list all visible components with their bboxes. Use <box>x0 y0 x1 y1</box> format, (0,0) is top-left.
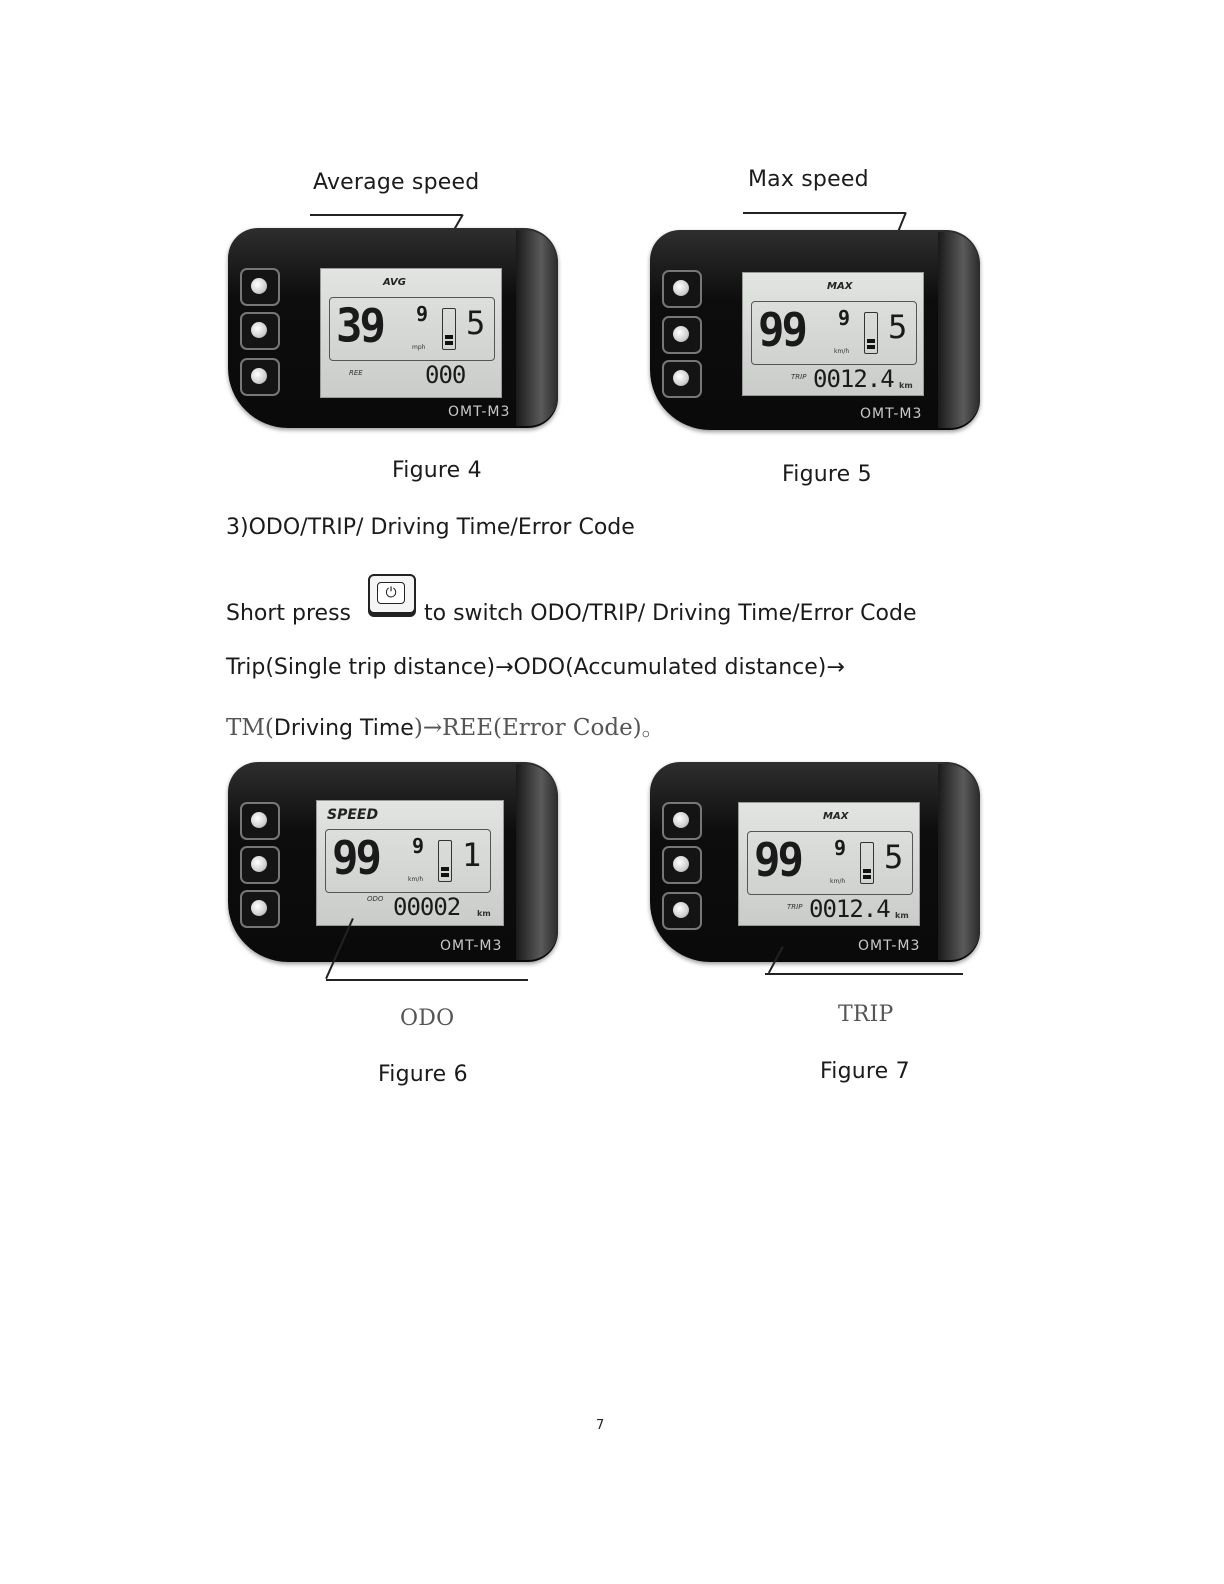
switch-instruction-text: to switch ODO/TRIP/ Driving Time/Error Code <box>424 601 917 626</box>
display-device-figure-5 <box>650 230 980 440</box>
odo-label: ODO <box>400 1006 455 1031</box>
max-speed-label: Max speed <box>748 167 869 192</box>
sequence-tm: TM( <box>226 715 274 741</box>
lcd-sub-label: TRIP <box>791 373 807 381</box>
lcd-sub-value: 00002 <box>393 893 461 921</box>
device-power-button[interactable] <box>662 316 702 354</box>
device-down-button[interactable] <box>240 358 280 396</box>
device-model-label: OMT-M3 <box>448 404 511 420</box>
device-up-button[interactable] <box>662 270 702 308</box>
device-up-button[interactable] <box>662 802 702 840</box>
lcd-speed-frame <box>747 831 913 895</box>
trip-callout-line <box>765 973 963 975</box>
lcd-sub-unit: km <box>899 381 913 390</box>
lcd-assist-level: 5 <box>888 308 908 346</box>
lcd-speed-unit: km/h <box>408 876 424 883</box>
lcd-speed-value: 39 <box>336 299 383 354</box>
battery-icon <box>860 842 874 884</box>
sequence-line-2 <box>226 709 665 742</box>
max-callout-line <box>743 212 905 214</box>
lcd-assist-level: 5 <box>884 838 904 876</box>
lcd-speed-decimal: 9 <box>838 306 851 330</box>
device-down-button[interactable] <box>662 360 702 398</box>
lcd-speed-value: 99 <box>754 833 801 888</box>
lcd-mode-label: MAX <box>827 281 853 292</box>
figure-6-caption: Figure 6 <box>378 1062 468 1087</box>
figure-7-caption: Figure 7 <box>820 1059 910 1084</box>
device-power-button[interactable] <box>662 846 702 884</box>
sequence-line-1: Trip(Single trip distance)→ODO(Accumulated distance)→ <box>226 655 845 680</box>
lcd-sub-value: 0012.4 <box>813 365 894 393</box>
lcd-assist-level: 1 <box>462 836 482 874</box>
lcd-speed-frame <box>751 301 917 365</box>
lcd-speed-value: 99 <box>758 303 805 358</box>
device-power-button[interactable] <box>240 312 280 350</box>
battery-icon <box>864 312 878 354</box>
sequence-driving-time: Driving Time <box>273 716 414 741</box>
battery-icon <box>442 308 456 350</box>
lcd-speed-value: 99 <box>332 831 379 886</box>
device-rim <box>938 232 980 428</box>
lcd-mode-label: MAX <box>823 811 849 822</box>
device-model-label: OMT-M3 <box>860 406 923 422</box>
short-press-text: Short press <box>226 601 352 626</box>
lcd-screen <box>742 272 924 396</box>
device-model-label: OMT-M3 <box>440 938 503 954</box>
lcd-speed-unit: km/h <box>830 878 846 885</box>
lcd-speed-frame <box>329 297 495 361</box>
device-up-button[interactable] <box>240 802 280 840</box>
section-heading: 3)ODO/TRIP/ Driving Time/Error Code <box>226 515 635 540</box>
lcd-sub-value: 000 <box>425 361 466 389</box>
lcd-speed-decimal: 9 <box>416 302 429 326</box>
figure-4-caption: Figure 4 <box>392 458 482 483</box>
battery-icon <box>438 840 452 882</box>
lcd-screen <box>316 800 504 926</box>
figure-5-caption: Figure 5 <box>782 462 872 487</box>
device-rim <box>516 230 558 426</box>
avg-callout-line <box>310 214 462 216</box>
lcd-speed-unit: km/h <box>834 348 850 355</box>
device-down-button[interactable] <box>240 890 280 928</box>
device-up-button[interactable] <box>240 268 280 306</box>
lcd-screen <box>738 802 920 926</box>
lcd-sub-label: REE <box>349 369 363 377</box>
lcd-mode-label: SPEED <box>327 807 379 823</box>
lcd-assist-level: 5 <box>466 304 486 342</box>
trip-label: TRIP <box>838 1002 894 1027</box>
lcd-screen <box>320 268 502 398</box>
average-speed-label: Average speed <box>313 170 480 195</box>
lcd-sub-label: TRIP <box>787 903 803 911</box>
power-button-illustration <box>368 574 416 614</box>
lcd-speed-decimal: 9 <box>834 836 847 860</box>
device-down-button[interactable] <box>662 892 702 930</box>
odo-callout-line <box>326 979 528 981</box>
device-rim <box>938 764 980 960</box>
display-device-figure-4 <box>228 228 558 438</box>
lcd-mode-label: AVG <box>383 277 407 288</box>
device-rim <box>516 764 558 960</box>
lcd-speed-unit: mph <box>412 344 426 351</box>
page-number: 7 <box>596 1418 605 1433</box>
lcd-sub-label: ODO <box>367 895 384 903</box>
device-model-label: OMT-M3 <box>858 938 921 954</box>
lcd-sub-unit: km <box>895 911 909 920</box>
lcd-sub-unit: km <box>477 909 491 918</box>
lcd-speed-decimal: 9 <box>412 834 425 858</box>
lcd-speed-frame <box>325 829 491 893</box>
lcd-sub-value: 0012.4 <box>809 895 890 923</box>
display-device-figure-7 <box>650 762 980 972</box>
device-power-button[interactable] <box>240 846 280 884</box>
sequence-rest: )→REE(Error Code)。 <box>413 715 665 741</box>
power-icon: ⏻ <box>377 582 405 604</box>
display-device-figure-6 <box>228 762 558 972</box>
